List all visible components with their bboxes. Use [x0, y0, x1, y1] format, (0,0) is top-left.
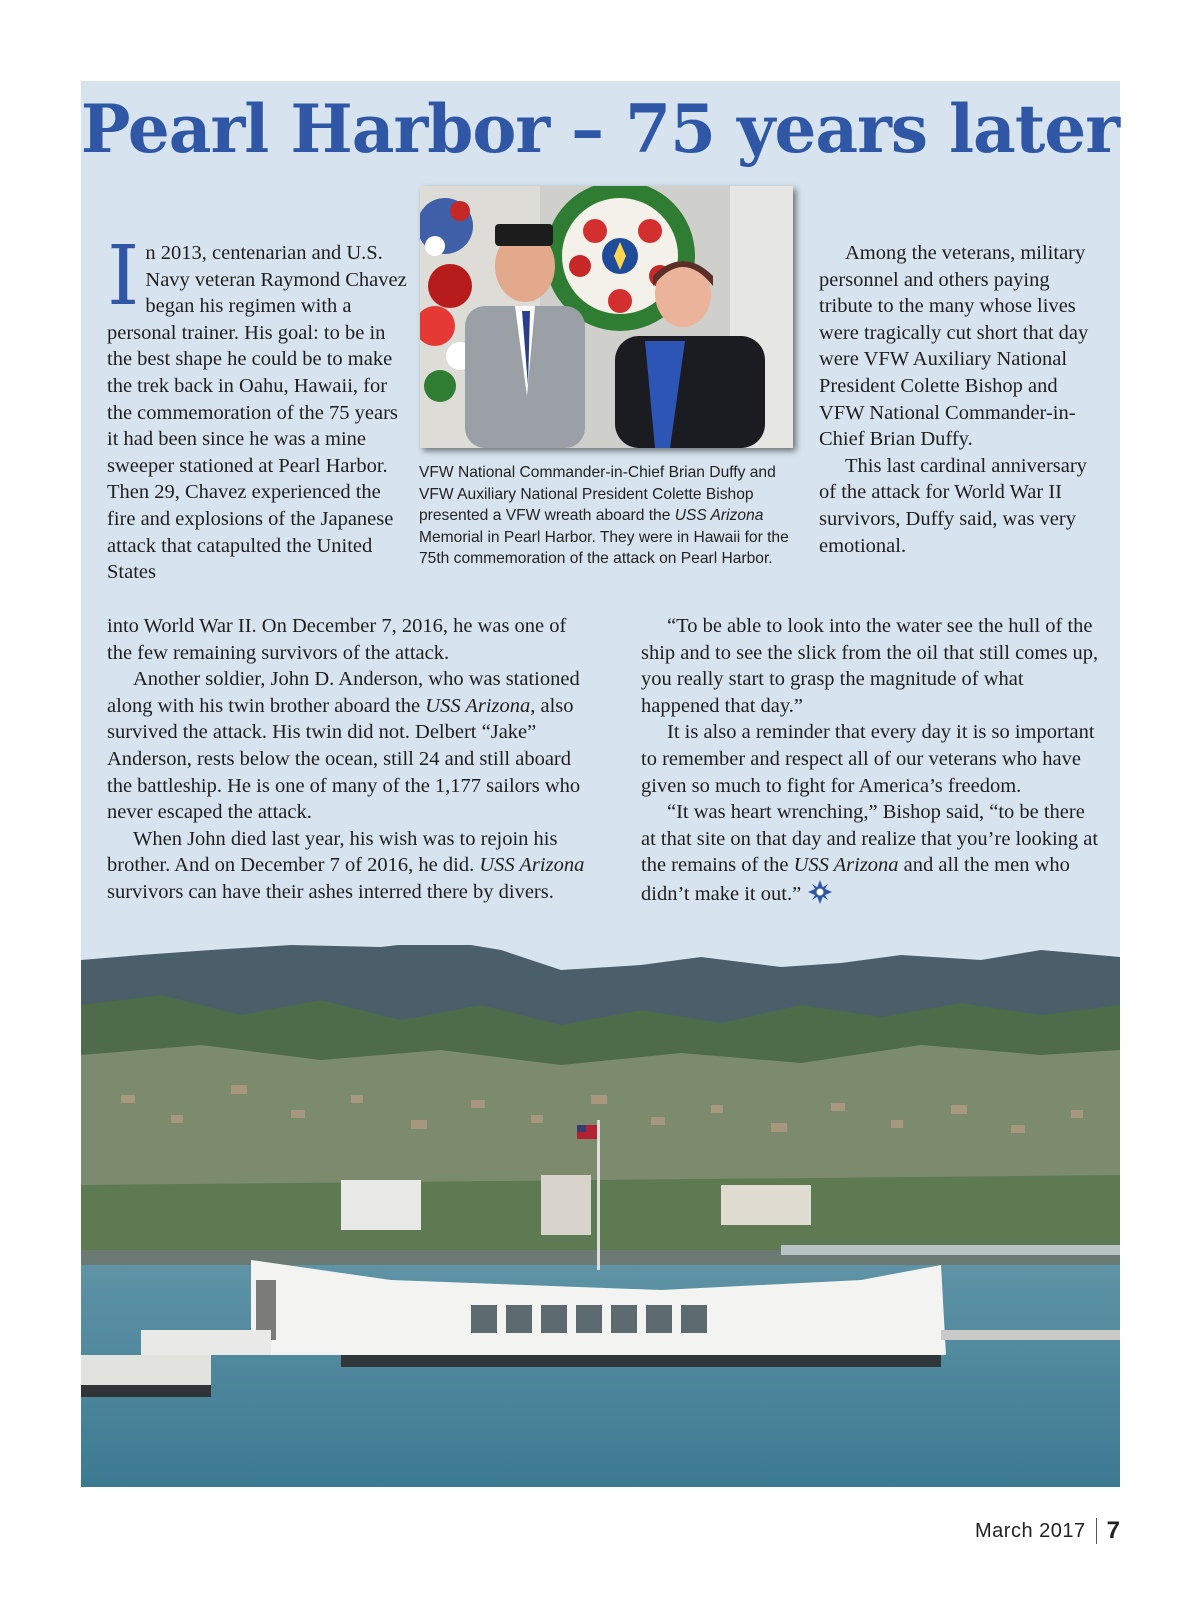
article-column-right-top	[819, 240, 1094, 559]
paragraph-3-ship-name: USS Arizona	[479, 854, 585, 877]
paragraph-2	[107, 666, 587, 826]
paragraph-1-start	[107, 229, 409, 586]
caption-text-1: VFW National Commander-in-Chief Brian Duffy and VFW Auxiliary National President Colette Bishop presented a VFW wreath aboard the	[419, 464, 776, 525]
paragraph-2-text-b: , also survived the attack. His twin did not. Delbert “Jake” Anderson, rests below the ocean, still 24 and still aboard the battleship. He is one of many of the 1,177 sailors who never escaped the attack.	[107, 694, 581, 824]
uss-arizona-memorial-photo	[81, 945, 1120, 1487]
article-title: Pearl Harbor – 75 years later	[80, 90, 1120, 168]
article-column-left-top	[107, 229, 409, 586]
paragraph-8	[641, 799, 1101, 907]
vfw-cross-end-icon	[807, 879, 833, 905]
caption-text-2: Memorial in Pearl Harbor. They were in Hawaii for the 75th commemoration of the attack on Pearl Harbor.	[419, 528, 789, 568]
paragraph-3	[107, 826, 587, 906]
page-number: 7	[1106, 1517, 1120, 1544]
paragraph-4: Among the veterans, military personnel and others paying tribute to the many whose lives were tragically cut short that day were VFW Auxiliary National President Colette Bishop and VFW National Commander-in-Chief Brian Duffy.	[819, 242, 1089, 451]
issue-date: March 2017	[975, 1519, 1086, 1542]
photo-caption	[419, 462, 799, 570]
paragraph-2-text-a: Another soldier, John D. Anderson, who was stationed along with his twin brother aboard the	[107, 668, 580, 717]
drop-cap: I	[107, 229, 140, 324]
paragraph-8-text-a: “It was heart wrenching,” Bishop said, “to be there at that site on that day and realize that you’re looking at the remains of the	[641, 801, 1099, 877]
paragraph-3-text-a: When John died last year, his wish was to rejoin his brother. And on December 7 of 2016, he did.	[107, 827, 558, 877]
wreath-photo	[420, 186, 793, 448]
article-column-right-bottom	[641, 613, 1101, 908]
paragraph-7: It is also a reminder that every day it is so important to remember and respect all of our veterans who have given so much to fight for America’s freedom.	[641, 721, 1095, 797]
article-column-left-bottom	[107, 613, 587, 906]
paragraph-8-ship-name: USS Arizona	[793, 854, 899, 877]
caption-ship-name: USS Arizona	[674, 507, 764, 525]
paragraph-1-text: n 2013, centenarian and U.S. Navy veteran Raymond Chavez began his regimen with a personal trainer. His goal: to be in the best shape he could be to make the trek back in Oahu, Hawaii, for the commemoration of the 75 years it had been since he was a mine sweeper stationed at Pearl Harbor. Then 29, Chavez experienced the fire and explosions of the Japanese attack that catapulted the United States	[107, 242, 407, 584]
paragraph-6: “To be able to look into the water see the hull of the ship and to see the slick from the oil that still comes up, you really start to grasp the magnitude of what happened that day.”	[641, 615, 1099, 717]
harbor-landscape-image	[81, 945, 1120, 1487]
paragraph-8-text-b: and all the men who didn’t make it out.”	[641, 854, 1070, 905]
paragraph-1-continued: into World War II. On December 7, 2016, he was one of the few remaining survivors of the attack.	[107, 615, 567, 664]
footer-divider	[1096, 1518, 1097, 1544]
paragraph-5: This last cardinal anniversary of the attack for World War II survivors, Duffy said, was very emotional.	[819, 454, 1087, 557]
wreath-photo-image	[420, 186, 793, 448]
page-footer	[975, 1517, 1120, 1545]
paragraph-3-text-b: survivors can have their ashes interred there by divers.	[107, 880, 554, 903]
paragraph-2-ship-name: USS Arizona	[425, 694, 531, 717]
